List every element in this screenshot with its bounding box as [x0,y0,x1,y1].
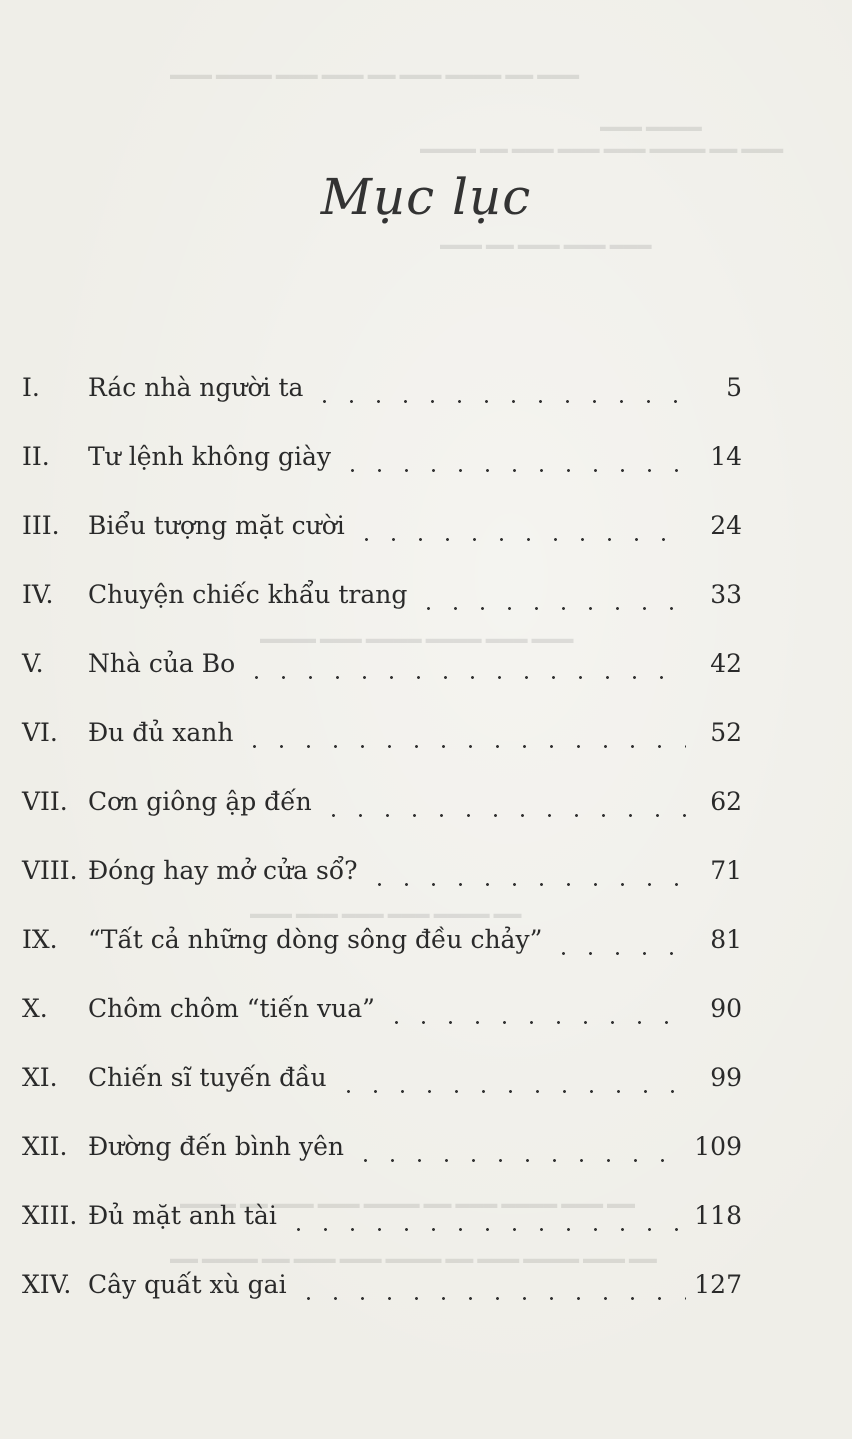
dot-leader [237,707,694,759]
dot-leader [362,845,694,897]
chapter-number: IX. [22,925,58,954]
page-number: 81 [710,925,742,954]
show-through-text: ▬▬▬ ▬▬ ▬▬▬▬ ▬▬▬ ▬▬ ▬▬▬ ▬▬▬ ▬▬▬▬ ▬▬▬ [170,66,580,82]
toc-row[interactable] [22,500,742,569]
dot-leader [546,914,694,966]
chapter-number: VI. [22,718,58,747]
chapter-title: Chiến sĩ tuyến đầu [88,1063,327,1092]
chapter-title: Chôm chôm “tiến vua” [88,994,375,1023]
table-of-contents [22,362,742,1328]
chapter-title: Cơn giông ập đến [88,787,312,816]
page-number: 109 [694,1132,742,1161]
chapter-title: Đường đến bình yên [88,1132,344,1161]
dot-leader [239,638,694,690]
toc-row[interactable] [22,1121,742,1190]
toc-row[interactable] [22,1259,742,1328]
chapter-title: Rác nhà người ta [88,373,304,402]
page-number: 90 [710,994,742,1023]
toc-row[interactable] [22,845,742,914]
chapter-title: Cây quất xù gai [88,1270,287,1299]
dot-leader [349,500,694,552]
chapter-number: XII. [22,1132,68,1161]
page-number: 71 [710,856,742,885]
page-number: 99 [710,1063,742,1092]
dot-leader [348,1121,694,1173]
chapter-number: XIII. [22,1201,78,1230]
chapter-number: XI. [22,1063,58,1092]
page-number: 5 [726,373,742,402]
chapter-number: IV. [22,580,54,609]
dot-leader [316,776,694,828]
page-number: 52 [710,718,742,747]
dot-leader [281,1190,694,1242]
chapter-title: Đủ mặt anh tài [88,1201,277,1230]
toc-row[interactable] [22,1190,742,1259]
show-through-text: ▬▬ ▬▬▬ ▬▬▬▬ ▬▬▬ ▬▬ ▬▬▬▬ ▬▬▬ ▬▬▬ ▬▬ ▬▬▬▬ ▬▬ [170,1250,657,1266]
dot-leader [331,1052,694,1104]
chapter-number: VIII. [22,856,78,885]
toc-row[interactable] [22,569,742,638]
chapter-title: Biểu tượng mặt cười [88,511,345,540]
show-through-text: ▬▬▬ ▬▬▬ ▬▬▬ ▬▬ ▬▬▬ [440,236,652,252]
dot-leader [411,569,694,621]
chapter-title: Nhà của Bo [88,649,236,678]
dot-leader [379,983,694,1035]
toc-row[interactable] [22,638,742,707]
page-number: 33 [710,580,742,609]
toc-row[interactable] [22,1052,742,1121]
toc-row[interactable] [22,431,742,500]
page-number: 127 [694,1270,742,1299]
page-number: 118 [694,1201,742,1230]
chapter-title: Đóng hay mở cửa sổ? [88,856,358,885]
toc-row[interactable] [22,362,742,431]
toc-row[interactable] [22,914,742,983]
page-number: 42 [710,649,742,678]
chapter-number: V. [22,649,44,678]
chapter-number: X. [22,994,48,1023]
dot-leader [291,1259,694,1311]
chapter-number: VII. [22,787,68,816]
dot-leader [307,362,694,414]
show-through-text: ▬▬▬ ▬▬▬ ▬▬▬▬ ▬▬▬▬ ▬▬▬ ▬▬▬▬ [260,630,574,646]
chapter-number: II. [22,442,50,471]
show-through-text: ▬▬▬▬ ▬▬▬ [600,118,702,134]
chapter-title: Tư lệnh không giày [88,442,332,471]
page-number: 62 [710,787,742,816]
toc-row[interactable] [22,707,742,776]
show-through-text: ▬▬ ▬▬▬ ▬▬▬▬ ▬▬▬ ▬▬ ▬▬▬▬ ▬▬▬ ▬▬▬ ▬▬ ▬▬▬▬ [180,1195,636,1211]
page-title: Mục lục [320,168,532,226]
show-through-text: ▬▬▬ ▬▬ ▬▬▬▬ ▬▬▬ ▬▬▬ ▬▬▬ ▬▬ ▬▬▬▬ [420,140,784,156]
page-number: 24 [710,511,742,540]
chapter-number: I. [22,373,40,402]
chapter-title: “Tất cả những dòng sông đều chảy” [88,925,543,954]
chapter-title: Đu đủ xanh [88,718,234,747]
toc-row[interactable] [22,776,742,845]
toc-row[interactable] [22,983,742,1052]
chapter-title: Chuyện chiếc khẩu trang [88,580,408,609]
chapter-number: XIV. [22,1270,72,1299]
dot-leader [335,431,694,483]
show-through-text: ▬▬ ▬▬▬▬ ▬▬▬ ▬▬▬ ▬▬▬ ▬▬▬ [250,905,522,921]
chapter-number: III. [22,511,60,540]
page-number: 14 [710,442,742,471]
